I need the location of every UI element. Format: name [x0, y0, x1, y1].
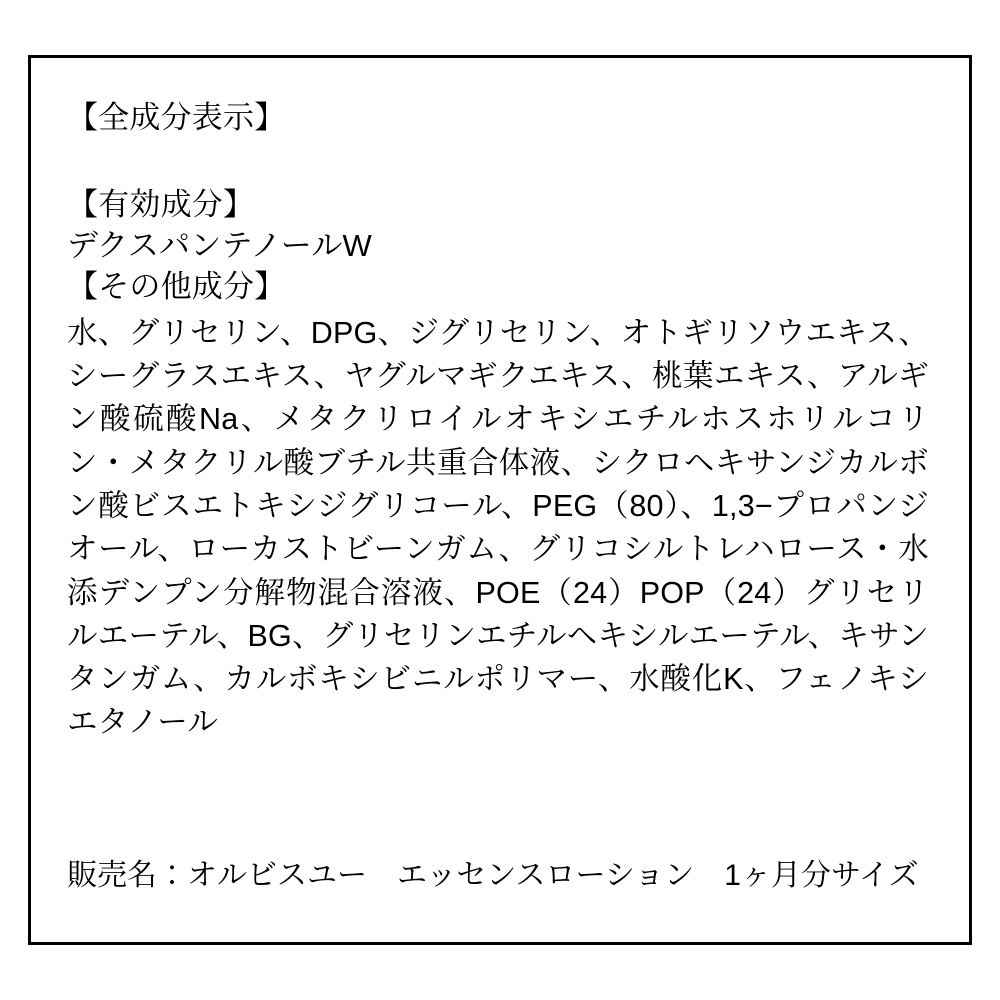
other-ingredients-heading: 【その他成分】 [67, 268, 286, 304]
panel-content [67, 102, 945, 745]
other-ingredients-body: 水、グリセリン、DPG、ジグリセリン、オトギリソウエキス、シーグラスエキス、ヤグルマギクエキス、桃葉エキス、アルギン酸硫酸Na、メタクリロイルオキシエチルホスホリルコリン・メタクリル酸ブチル共重合体液、シクロヘキサンジカルボン酸ビスエトキシジグリコール、PEG（80）、1,3−プロパンジオール、ローカストビーンガム、グリコシルトレハロース・水添デンプン分解物混合溶液、POE（24）POP（24）グリセリルエーテル、BG、グリセリンエチルヘキシルエーテル、キサンタンガム、カルボキシビニルポリマー、水酸化K、フェノキシエタノール [67, 315, 929, 740]
spacer [67, 133, 945, 185]
product-name-block [67, 858, 919, 894]
full-ingredients-heading: 【全成分表示】 [67, 100, 286, 135]
product-name-line: 販売名：オルビスユー エッセンスローション 1ヶ月分サイズ [67, 859, 919, 892]
active-ingredients-body: デクスパンテノールW [67, 227, 372, 263]
active-ingredients-heading: 【有効成分】 [67, 187, 255, 222]
ingredients-panel [28, 55, 972, 945]
